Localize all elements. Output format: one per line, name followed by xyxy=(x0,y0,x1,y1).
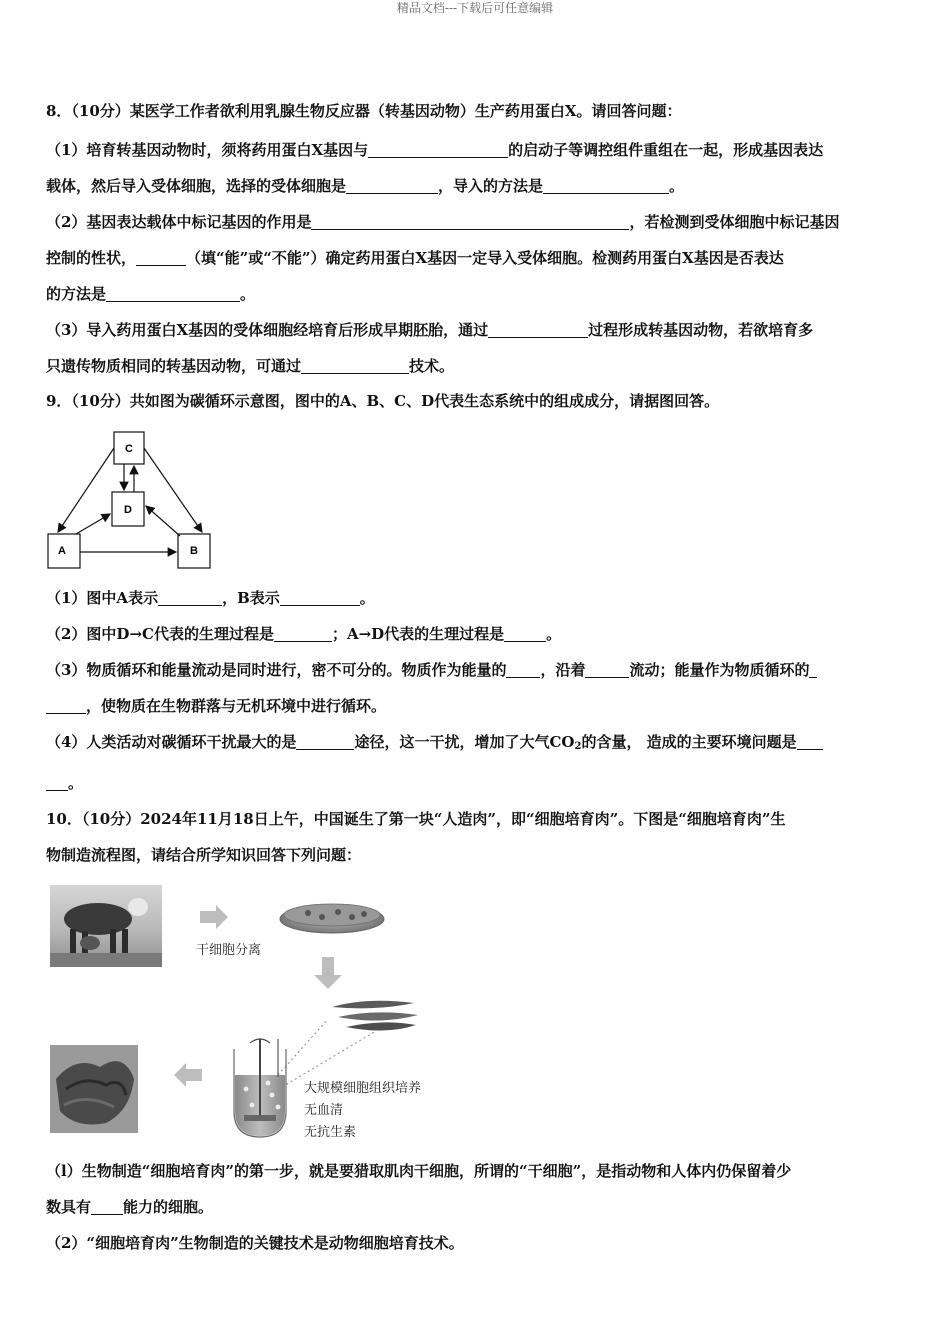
q8-p1-blank-2[interactable] xyxy=(346,178,438,194)
q9-p3-blank-1[interactable] xyxy=(506,662,540,678)
q8-part3-line2 xyxy=(46,348,908,384)
q9-p4-co2-subscript: 2 xyxy=(574,741,582,752)
document-body xyxy=(46,100,908,1261)
arrow-c-to-a xyxy=(58,448,114,532)
q9-p3-blank-3a[interactable] xyxy=(809,662,817,678)
q9-p2-blank-2[interactable] xyxy=(504,626,546,642)
q8-p3-text-c: 只遗传物质相同的转基因动物，可通过 xyxy=(46,357,302,375)
q8-p1-text-a: （1）培育转基因动物时，须将药用蛋白X基因与 xyxy=(46,141,369,159)
q8-p2-blank-2[interactable] xyxy=(136,250,186,266)
q10-part1-line2 xyxy=(46,1189,908,1225)
q8-p1-text-c: 载体，然后导入受体细胞，选择的受体细胞是 xyxy=(46,177,347,195)
q9-p1-text-a: （1）图中A表示 xyxy=(46,589,159,607)
q8-p3-blank-1[interactable] xyxy=(488,322,588,338)
q10-part2: （2）“细胞培育肉”生物制造的关键技术是动物细胞培育技术。 xyxy=(46,1234,464,1252)
q9-part4-line2 xyxy=(46,765,908,801)
cultured-meat-flowchart xyxy=(46,879,446,1141)
q8-p2-blank-1[interactable] xyxy=(311,214,629,230)
flowchart-svg xyxy=(46,879,446,1141)
label-c: C xyxy=(125,443,133,455)
q9-p4-blank-2a[interactable] xyxy=(797,734,823,750)
muscle-fiber-icon xyxy=(332,1001,418,1031)
q8-p3-text-b: 过程形成转基因动物，若欲培育多 xyxy=(588,321,814,339)
q9-p3-blank-2[interactable] xyxy=(585,662,629,678)
q9-title: 9．（10分）共如图为碳循环示意图，图中的A、B、C、D代表生态系统中的组成成分，请据图回答。 xyxy=(46,392,720,410)
q9-p3-text-d: ，使物质在生物群落与无机环境中进行循环。 xyxy=(86,697,387,715)
q8-p1-text-d: ，导入的方法是 xyxy=(438,177,544,195)
label-b: B xyxy=(190,545,198,557)
q9-p4-text-a: （4）人类活动对碳循环干扰最大的是 xyxy=(46,733,297,751)
arrow-c-to-b xyxy=(144,448,202,532)
q9-p4-blank-1[interactable] xyxy=(296,734,354,750)
q8-p3-blank-2[interactable] xyxy=(301,358,409,374)
q9-p3-blank-3b[interactable] xyxy=(46,698,86,714)
q9-p4-text-d: 。 xyxy=(68,774,84,792)
q8-p2-text-d: （填“能”或“不能”）确定药用蛋白X基因一定导入受体细胞。检测药用蛋白X基因是否表达 xyxy=(186,249,784,267)
q9-p1-blank-1[interactable] xyxy=(158,590,222,606)
q9-part2 xyxy=(46,616,908,652)
petri-dish-icon xyxy=(280,904,384,933)
bioreactor-icon xyxy=(234,1039,286,1137)
label-a: A xyxy=(58,545,66,557)
q9-part1 xyxy=(46,580,908,616)
q8-p1-text-e: 。 xyxy=(669,177,685,195)
arrow-left-icon xyxy=(174,1063,202,1087)
q8-part2-line3 xyxy=(46,276,908,312)
q9-p3-text-c: 流动；能量作为物质循环的 xyxy=(629,661,810,679)
q8-part2-line1 xyxy=(46,204,908,240)
flow-step-stem-cell-isolation: 干细胞分离 xyxy=(196,943,262,958)
q9-p4-text-b: 途径，这一干扰，增加了大气CO xyxy=(354,733,575,751)
q9-p2-text-c: 。 xyxy=(546,625,562,643)
q8-p2-text-c: 控制的性状， xyxy=(46,249,137,267)
flow-step-large-scale-culture: 大规模细胞组织培养 xyxy=(304,1081,422,1096)
q8-part1-line1 xyxy=(46,132,908,168)
q9-p1-text-c: 。 xyxy=(359,589,375,607)
q9-p3-text-b: ，沿着 xyxy=(540,661,586,679)
arrow-right-icon xyxy=(200,905,228,929)
cultured-meat-photo xyxy=(50,1045,138,1133)
q9-p1-text-b: ，B表示 xyxy=(222,589,280,607)
q8-part2-line2 xyxy=(46,240,908,276)
q10-title-line1: 10．（10分）2024年11月18日上午，中国诞生了第一块“人造肉”，即“细胞培育肉”。下图是“细胞培育肉”生 xyxy=(46,810,786,828)
arrow-a-to-d xyxy=(76,514,110,534)
q8-p1-blank-3[interactable] xyxy=(543,178,669,194)
q9-p2-text-b: ；A→D代表的生理过程是 xyxy=(331,625,505,643)
arrow-b-to-d xyxy=(146,506,180,536)
q9-part3-line2 xyxy=(46,688,908,724)
carbon-cycle-diagram xyxy=(46,422,226,572)
q9-p4-blank-2b[interactable] xyxy=(46,775,68,791)
q8-p2-text-b: ，若检测到受体细胞中标记基因 xyxy=(629,213,840,231)
q10-p1-text-c: 能力的细胞。 xyxy=(123,1198,214,1216)
q9-p3-text-a: （3）物质循环和能量流动是同时进行，密不可分的。物质作为能量的 xyxy=(46,661,507,679)
q8-title: 8．（10分）某医学工作者欲利用乳腺生物反应器（转基因动物）生产药用蛋白X。请回答问题： xyxy=(46,102,682,120)
q8-p3-text-a: （3）导入药用蛋白X基因的受体细胞经培育后形成早期胚胎，通过 xyxy=(46,321,489,339)
q8-part3-line1 xyxy=(46,312,908,348)
flow-step-serum-free: 无血清 xyxy=(304,1103,344,1118)
q10-title-line2: 物制造流程图，请结合所学知识回答下列问题： xyxy=(46,846,362,864)
q9-p2-blank-1[interactable] xyxy=(274,626,332,642)
q8-p2-text-f: 。 xyxy=(240,285,256,303)
q10-part1-line1: （l）生物制造“细胞培育肉”的第一步，就是要猎取肌肉干细胞，所谓的“干细胞”，是指动物和人体内仍保留着少 xyxy=(46,1162,792,1180)
q8-p1-text-b: 的启动子等调控组件重组在一起，形成基因表达 xyxy=(508,141,824,159)
cow-photo xyxy=(50,885,162,967)
q9-p1-blank-2[interactable] xyxy=(280,590,360,606)
q9-part3-line1 xyxy=(46,652,908,688)
q9-p2-text-a: （2）图中D→C代表的生理过程是 xyxy=(46,625,274,643)
q9-part4-line1 xyxy=(46,724,908,765)
q8-part1-line2 xyxy=(46,168,908,204)
q10-p1-blank-1[interactable] xyxy=(91,1199,123,1215)
arrow-down-icon xyxy=(314,957,342,989)
q8-p1-blank-1[interactable] xyxy=(368,142,508,158)
q8-p2-blank-3[interactable] xyxy=(106,286,240,302)
q8-p2-text-a: （2）基因表达载体中标记基因的作用是 xyxy=(46,213,312,231)
carbon-cycle-svg xyxy=(46,422,226,572)
flow-step-antibiotic-free: 无抗生素 xyxy=(304,1125,357,1140)
q8-p2-text-e: 的方法是 xyxy=(46,285,107,303)
label-d: D xyxy=(124,504,132,516)
q9-p4-text-c: 的含量， 造成的主要环境问题是 xyxy=(581,733,797,751)
page-header: 精品文档---下载后可任意编辑 xyxy=(396,1,554,15)
q8-p3-text-d: 技术。 xyxy=(409,357,455,375)
q10-p1-text-b: 数具有 xyxy=(46,1198,92,1216)
